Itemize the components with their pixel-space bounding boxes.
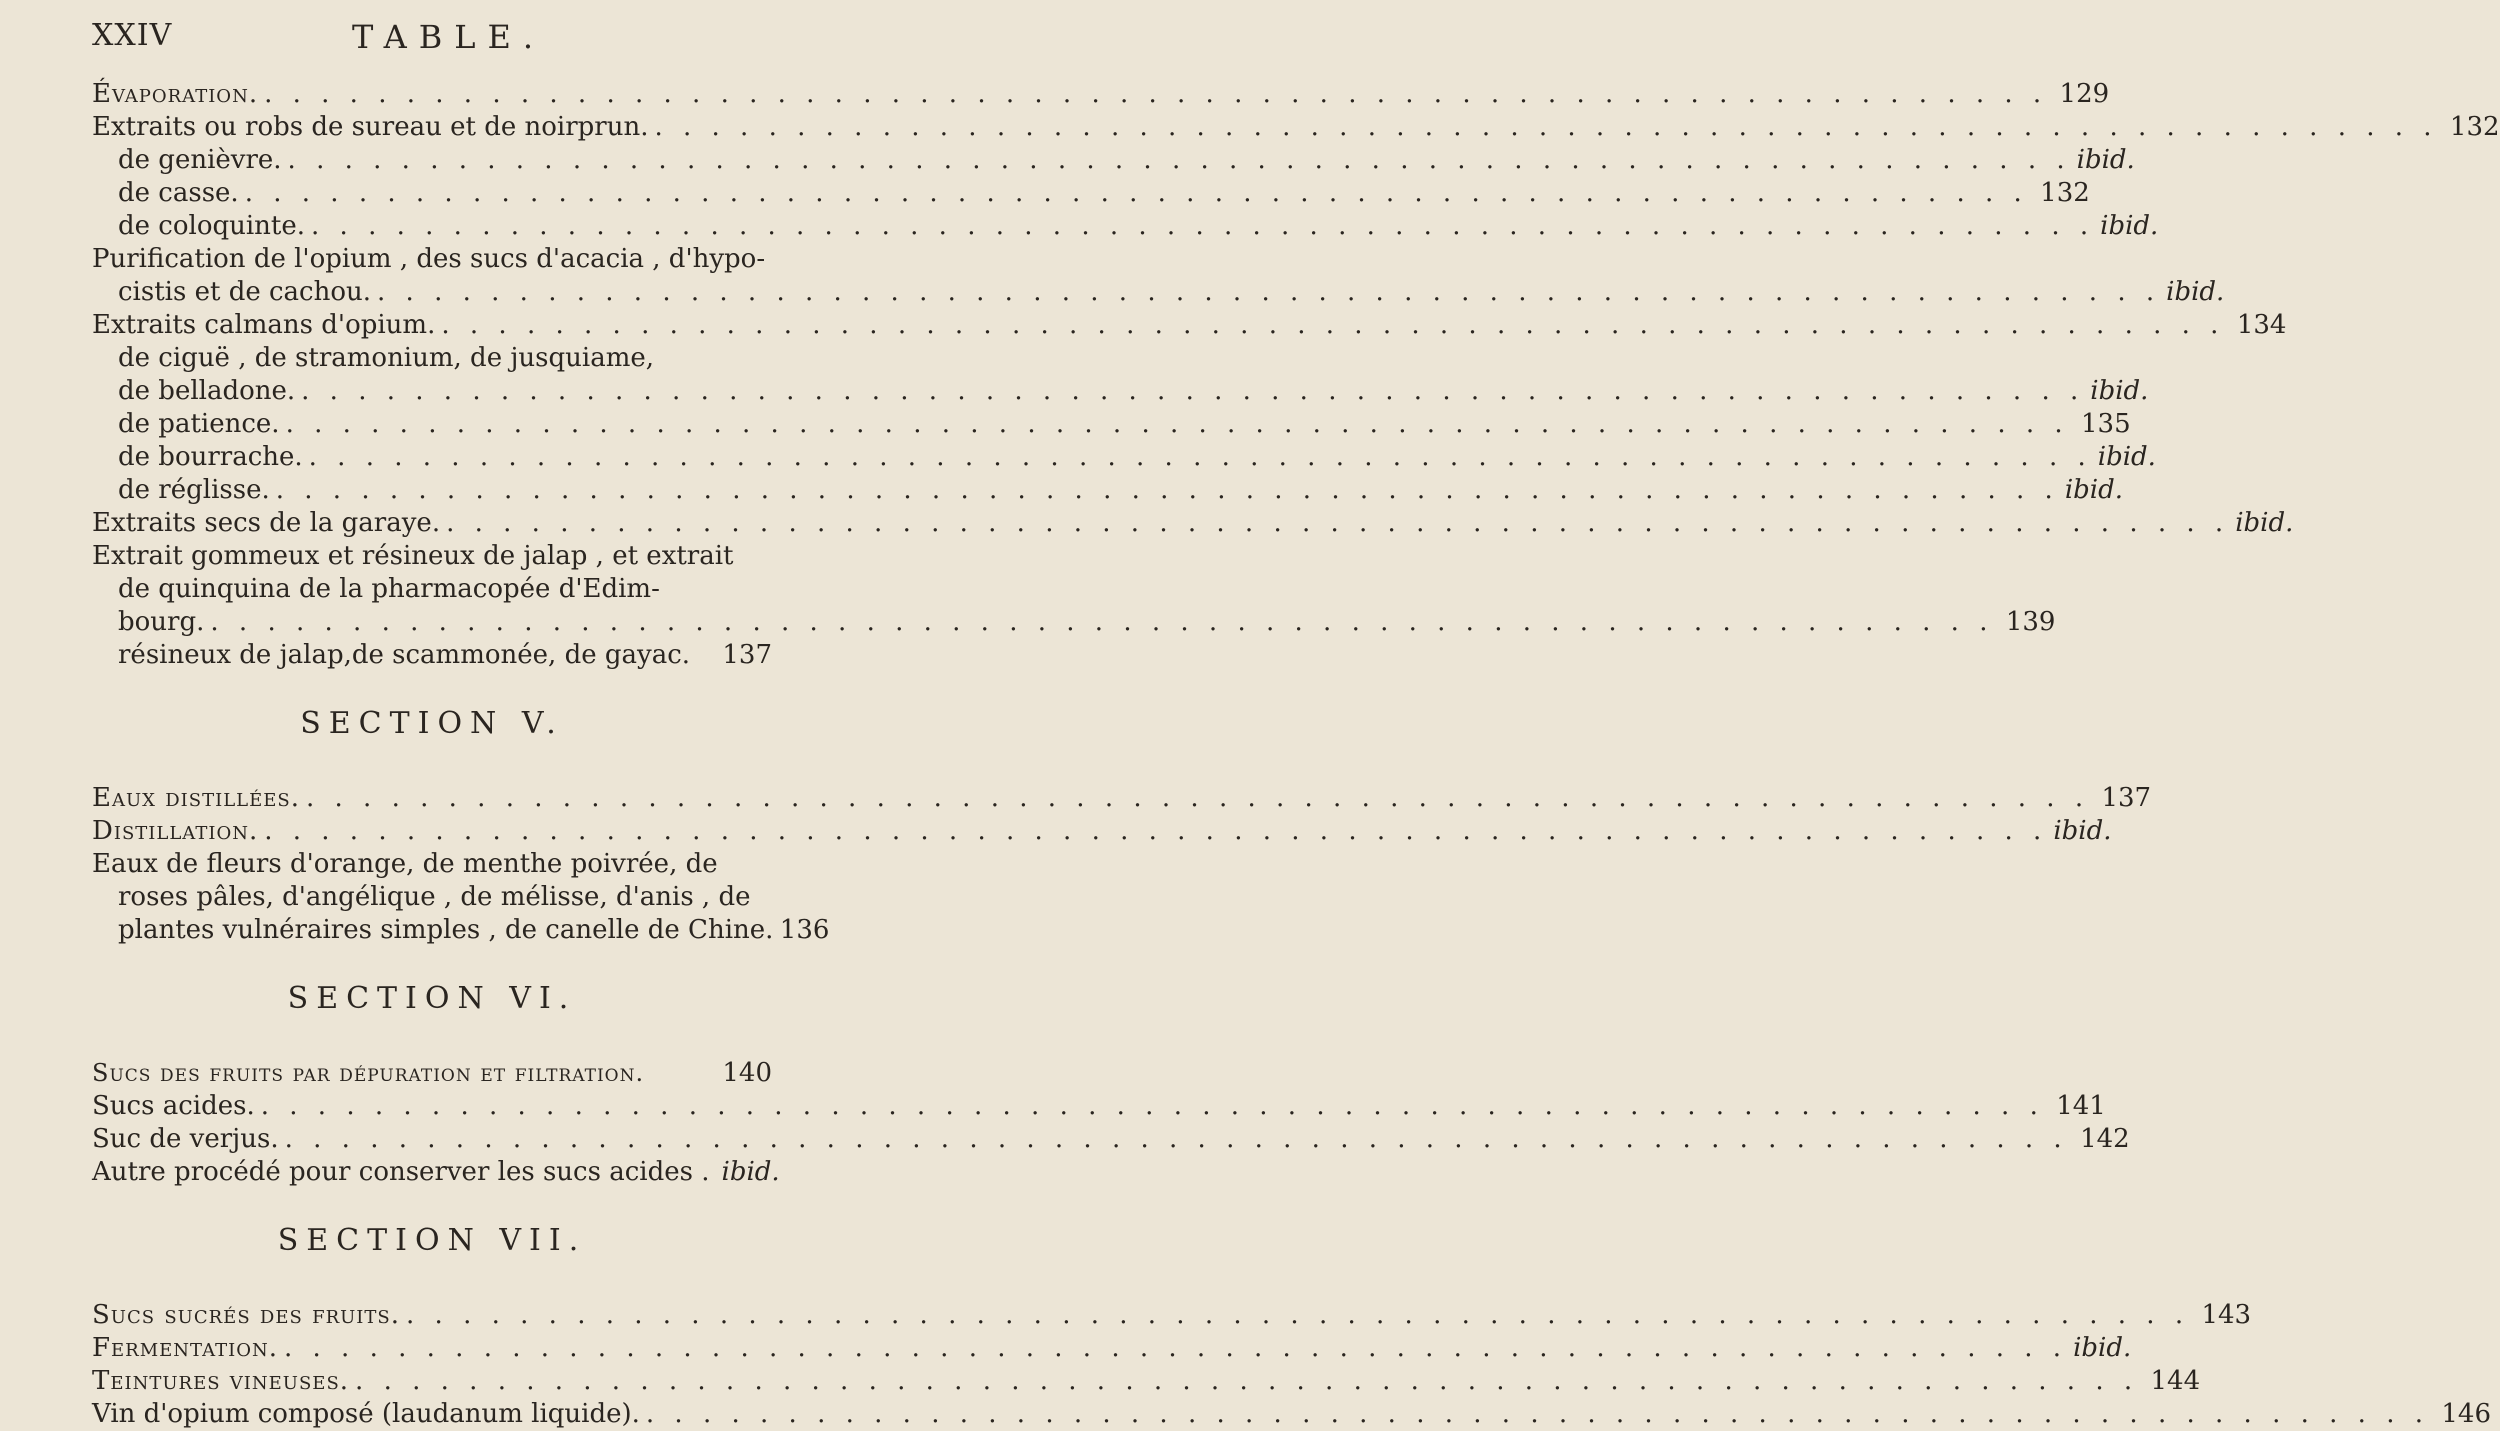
entry-label: de patience. (118, 409, 280, 439)
entry-label: résineux de jalap,de scammonée, de gayac. (118, 640, 691, 670)
toc-entry (92, 1365, 2201, 1398)
toc-entry (92, 78, 2110, 111)
table-of-contents (92, 78, 2500, 1431)
toc-entry-line: de quinquina de la pharmacopée d'Edim- (118, 574, 660, 604)
toc-entry (92, 1156, 780, 1189)
entry-label: bourg. (118, 607, 205, 637)
toc-entry (92, 1090, 2106, 1123)
section-heading: SECTION VI. (287, 981, 577, 1016)
toc-entry (92, 1398, 2491, 1431)
page-number: XXIV (92, 18, 173, 53)
entry-label: Sucs des fruits par dépuration et filtration. (92, 1059, 645, 1087)
entry-page: 134 (2236, 310, 2287, 340)
toc-entry (92, 441, 2156, 474)
toc-entry (92, 144, 2135, 177)
entry-label: Sucs acides. (92, 1091, 255, 1121)
entry-label: Extraits ou robs de sureau et de noirprun. (92, 112, 649, 142)
entry-page: ibid. (2235, 508, 2294, 538)
entry-page: ibid. (721, 1157, 780, 1187)
toc-entry (92, 1332, 2132, 1365)
entry-page: ibid. (2076, 145, 2135, 175)
entry-label: de casse. (118, 178, 239, 208)
toc-entry-line: roses pâles, d'angélique , de mélisse, d'anis , de (118, 882, 751, 912)
entry-label: Suc de verjus. (92, 1124, 279, 1154)
entry-label: Extraits secs de la garaye. (92, 508, 441, 538)
entry-label: Évaporation. (92, 79, 259, 109)
page-title: TABLE. (352, 18, 545, 56)
toc-entry (92, 111, 2500, 144)
entry-label: de genièvre. (118, 145, 282, 175)
toc-entry (92, 408, 2131, 441)
entry-label: de belladone. (118, 376, 296, 406)
toc-entry-line: Eaux de fleurs d'orange, de menthe poivrée, de (92, 849, 718, 879)
entry-page: 135 (2081, 409, 2131, 439)
entry-page: 142 (2080, 1124, 2130, 1154)
entry-label: Autre procédé pour conserver les sucs acides . (92, 1157, 710, 1187)
toc-entry (92, 507, 2294, 540)
entry-page: ibid. (2100, 211, 2159, 241)
entry-page: ibid. (2064, 475, 2124, 505)
section-heading: SECTION V. (300, 706, 564, 741)
toc-entry (92, 1299, 2252, 1332)
entry-page: 137 (2101, 783, 2152, 813)
entry-page: 146 (2441, 1399, 2491, 1429)
entry-page: ibid. (2073, 1333, 2132, 1363)
toc-entry-line: de ciguë , de stramonium, de jusquiame, (118, 343, 655, 373)
entry-label: cistis et de cachou. (118, 277, 372, 307)
entry-page: 132 (2040, 178, 2090, 208)
entry-label: Sucs sucrés des fruits. (92, 1300, 401, 1330)
toc-entry (92, 375, 2149, 408)
toc-entry (92, 815, 2112, 848)
entry-label: Vin d'opium composé (laudanum liquide). (92, 1399, 640, 1429)
entry-page: 132 (2449, 112, 2500, 142)
entry-page: 129 (2059, 79, 2110, 109)
entry-label: Distillation. (92, 816, 259, 846)
entry-page: 137 (722, 640, 772, 670)
entry-label: Fermentation. (92, 1333, 278, 1363)
toc-entry (92, 606, 2056, 639)
entry-page: ibid. (2090, 376, 2149, 406)
toc-entry (92, 1123, 2130, 1156)
section-heading: SECTION VII. (277, 1223, 587, 1258)
toc-entry (92, 177, 2090, 210)
entry-page: ibid. (2166, 277, 2225, 307)
toc-entry-line: Extrait gommeux et résineux de jalap , et extrait (92, 541, 734, 571)
entry-label: de bourrache. (118, 442, 303, 472)
entry-page: 136 (779, 915, 830, 945)
entry-label: Teintures vineuses. (92, 1366, 350, 1396)
toc-entry (92, 782, 2152, 815)
toc-entry (92, 914, 830, 947)
toc-entry (92, 276, 2225, 309)
toc-entry (92, 1057, 772, 1090)
entry-page: 144 (2150, 1366, 2201, 1396)
entry-label: de réglisse. (118, 475, 270, 505)
toc-entry-line: Purification de l'opium , des sucs d'acacia , d'hypo- (92, 244, 766, 274)
entry-label: plantes vulnéraires simples , de canelle de Chine. (118, 915, 774, 945)
entry-page: 140 (722, 1058, 772, 1088)
entry-label: Extraits calmans d'opium. (92, 310, 436, 340)
entry-label: Eaux distillées. (92, 783, 300, 813)
toc-entry (92, 309, 2287, 342)
entry-page: 139 (2005, 607, 2056, 637)
entry-label: de coloquinte. (118, 211, 306, 241)
entry-page: 143 (2201, 1300, 2252, 1330)
page-header (92, 18, 772, 58)
toc-entry (92, 474, 2124, 507)
entry-page: 141 (2056, 1091, 2106, 1121)
entry-page: ibid. (2053, 816, 2112, 846)
toc-entry (92, 210, 2159, 243)
entry-page: ibid. (2097, 442, 2156, 472)
toc-entry (92, 639, 772, 672)
